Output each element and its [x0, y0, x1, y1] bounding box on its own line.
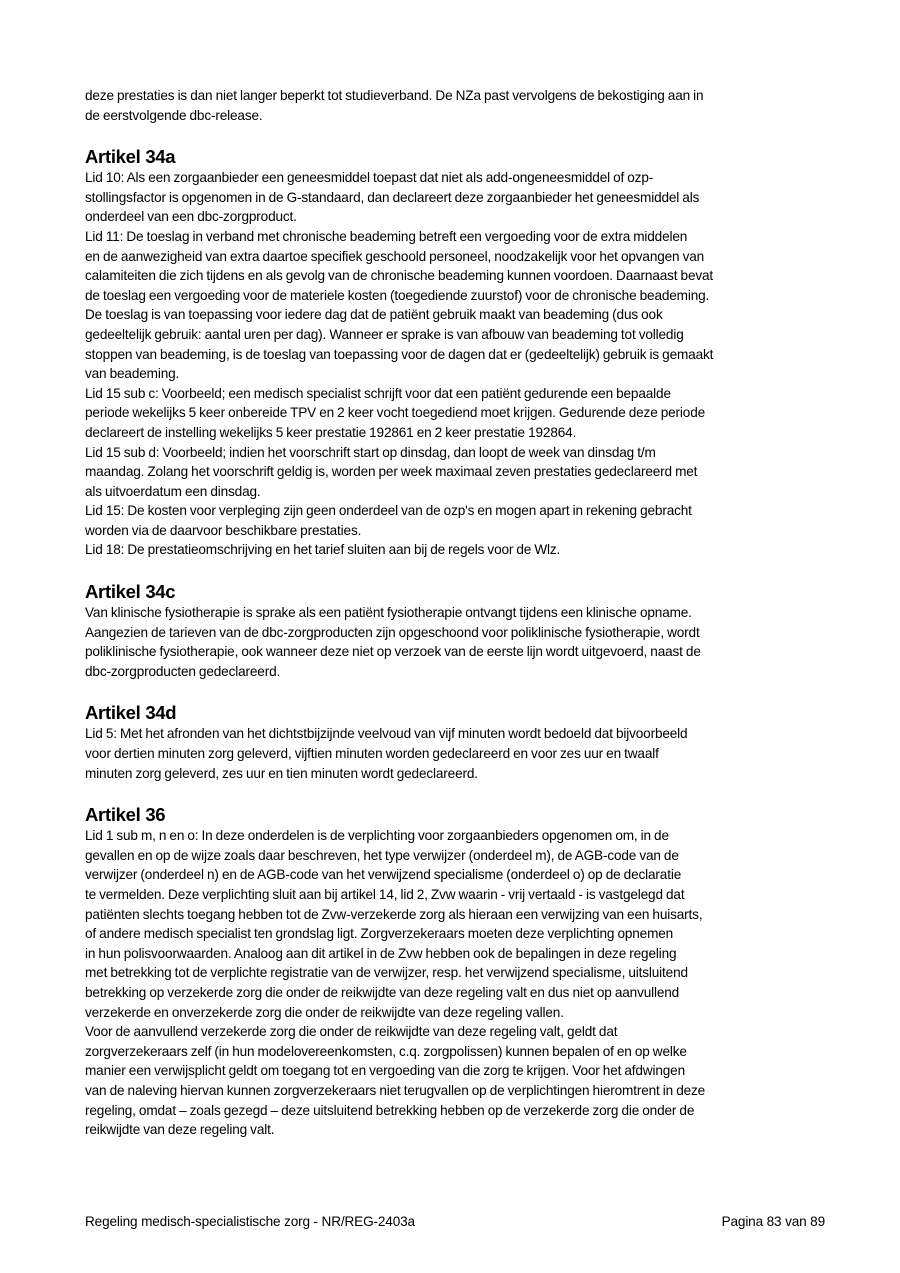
- text-line: Lid 18: De prestatieomschrijving en het tarief sluiten aan bij de regels voor de Wlz.: [85, 542, 561, 558]
- text-line: Lid 10: Als een zorgaanbieder een geneesmiddel toepast dat niet als add-ongeneesmiddel of ozp-: [85, 170, 654, 186]
- footer-document-title: Regeling medisch-specialistische zorg - NR/REG-2403a: [85, 1214, 415, 1229]
- text-line: De toeslag is van toepassing voor iedere dag dat de patiënt gebruik maakt van beademing (dus ook: [85, 307, 663, 323]
- text-line: maandag. Zolang het voorschrift geldig is, worden per week maximaal zeven prestaties gedeclareerd met: [85, 464, 698, 480]
- text-line: verwijzer (onderdeel n) en de AGB-code van het verwijzend specialisme (onderdeel o) op de declaratie: [85, 867, 682, 883]
- text-line: Lid 15: De kosten voor verpleging zijn geen onderdeel van de ozp's en mogen apart in rekening gebracht: [85, 503, 692, 519]
- text-line: calamiteiten die zich tijdens en als gevolg van de chronische beademing kunnen voordoen. Daarnaast bevat: [85, 268, 714, 284]
- text-line: Voor de aanvullend verzekerde zorg die onder de reikwijdte van deze regeling valt, geldt dat: [85, 1024, 618, 1040]
- text-line: manier een verwijsplicht geldt om toegang tot en vergoeding van die zorg te krijgen. Voor het afdwingen: [85, 1063, 685, 1079]
- text-line: Lid 1 sub m, n en o: In deze onderdelen is de verplichting voor zorgaanbieders opgenomen om, in de: [85, 828, 669, 844]
- text-line: minuten zorg geleverd, zes uur en tien minuten wordt gedeclareerd.: [85, 765, 478, 781]
- text-line: declareert de instelling wekelijks 5 keer prestatie 192861 en 2 keer prestatie 192864.: [85, 424, 577, 440]
- text-line: deze prestaties is dan niet langer beperkt tot studieverband. De NZa past vervolgens de bekostiging aan in: [85, 88, 704, 103]
- text-line: verzekerde en onverzekerde zorg die onder de reikwijdte van deze regeling vallen.: [85, 1004, 564, 1020]
- text-line: in hun polisvoorwaarden. Analoog aan dit artikel in de Zvw hebben ook de bepalingen in deze regeling: [85, 945, 677, 961]
- text-line: van de naleving hiervan kunnen zorgverzekeraars niet terugvallen op de verplichtingen hieromtrent in deze: [85, 1082, 706, 1098]
- text-line: reikwijdte van deze regeling valt.: [85, 1122, 275, 1138]
- section-body: [85, 724, 825, 783]
- intro-paragraph: [85, 86, 825, 125]
- footer-page-number: Pagina 83 van 89: [721, 1214, 825, 1229]
- text-line: dbc-zorgproducten gedeclareerd.: [85, 663, 281, 679]
- text-line: met betrekking tot de verplichte registratie van de verwijzer, resp. het verwijzend specialisme, uitsluitend: [85, 965, 688, 981]
- section-artikel-34a: [85, 146, 825, 560]
- section-heading: Artikel 34d: [85, 702, 177, 724]
- text-line: poliklinische fysiotherapie, ook wanneer deze niet op verzoek van de eerste lijn wordt uitgevoerd, naast de: [85, 644, 701, 660]
- text-line: onderdeel van een dbc-zorgproduct.: [85, 209, 297, 225]
- text-line: de toeslag een vergoeding voor de materiele kosten (toegediende zuurstof) voor de chronische beademing.: [85, 287, 710, 303]
- section-heading: Artikel 36: [85, 804, 166, 826]
- text-line: de eerstvolgende dbc-release.: [85, 107, 263, 123]
- text-line: gevallen en op de wijze zoals daar beschreven, het type verwijzer (onderdeel m), de AGB-code van de: [85, 847, 679, 863]
- section-heading: Artikel 34a: [85, 146, 176, 168]
- document-page: [85, 86, 825, 1140]
- text-line: patiënten slechts toegang hebben tot de Zvw-verzekerde zorg als hieraan een verwijzing van een huisarts,: [85, 906, 703, 922]
- text-line: voor dertien minuten zorg geleverd, vijftien minuten worden gedeclareerd en voor zes uur en twaalf: [85, 746, 659, 762]
- text-line: Van klinische fysiotherapie is sprake als een patiënt fysiotherapie ontvangt tijdens een klinische opname.: [85, 605, 692, 621]
- section-body: [85, 603, 825, 681]
- text-line: Lid 11: De toeslag in verband met chronische beademing betreft een vergoeding voor de extra middelen: [85, 228, 688, 244]
- section-artikel-34d: [85, 702, 825, 783]
- text-line: gedeeltelijk gebruik: aantal uren per dag). Wanneer er sprake is van afbouw van beademing tot volledig: [85, 326, 684, 342]
- section-body: [85, 168, 825, 560]
- text-line: Lid 5: Met het afronden van het dichtstbijzijnde veelvoud van vijf minuten wordt bedoeld dat bijvoorbeeld: [85, 726, 688, 742]
- text-line: betrekking op verzekerde zorg die onder de reikwijdte van deze regeling valt en dus niet op aanvullend: [85, 984, 680, 1000]
- text-line: Lid 15 sub d: Voorbeeld; indien het voorschrift start op dinsdag, dan loopt de week van dinsdag t/m: [85, 444, 656, 460]
- text-line: te vermelden. Deze verplichting sluit aan bij artikel 14, lid 2, Zvw waarin - vrij vertaald - is vastgelegd dat: [85, 887, 685, 902]
- section-artikel-34c: [85, 581, 825, 681]
- text-line: stollingsfactor is opgenomen in de G-standaard, dan declareert deze zorgaanbieder het geneesmiddel als: [85, 189, 700, 205]
- text-line: periode wekelijks 5 keer onbereide TPV en 2 keer vocht toegediend moet krijgen. Gedurende deze periode: [85, 405, 706, 421]
- text-line: of andere medisch specialist ten grondslag ligt. Zorgverzekeraars moeten deze verplichting opnemen: [85, 926, 674, 942]
- page-footer: [85, 1213, 825, 1231]
- text-line: stoppen van beademing, is de toeslag van toepassing voor de dagen dat er (gedeeltelijk) gebruik is gemaakt: [85, 346, 714, 362]
- text-line: zorgverzekeraars zelf (in hun modelovereenkomsten, c.q. zorgpolissen) kunnen bepalen of en op welke: [85, 1043, 687, 1059]
- text-line: als uitvoerdatum een dinsdag.: [85, 483, 261, 499]
- text-line: worden via de daarvoor beschikbare prestaties.: [85, 522, 362, 538]
- section-heading: Artikel 34c: [85, 581, 176, 603]
- text-line: en de aanwezigheid van extra daartoe specifiek geschoold personeel, noodzakelijk voor het opvangen van: [85, 248, 705, 264]
- text-line: Aangezien de tarieven van de dbc-zorgproducten zijn opgeschoond voor poliklinische fysiotherapie, wordt: [85, 624, 700, 640]
- section-artikel-36: [85, 804, 825, 1140]
- section-body: [85, 826, 825, 1140]
- text-line: van beademing.: [85, 366, 180, 382]
- text-line: Lid 15 sub c: Voorbeeld; een medisch specialist schrijft voor dat een patiënt gedurende een bepaalde: [85, 385, 671, 401]
- text-line: regeling, omdat – zoals gezegd – deze uitsluitend betrekking hebben op de verzekerde zorg die onder de: [85, 1102, 695, 1118]
